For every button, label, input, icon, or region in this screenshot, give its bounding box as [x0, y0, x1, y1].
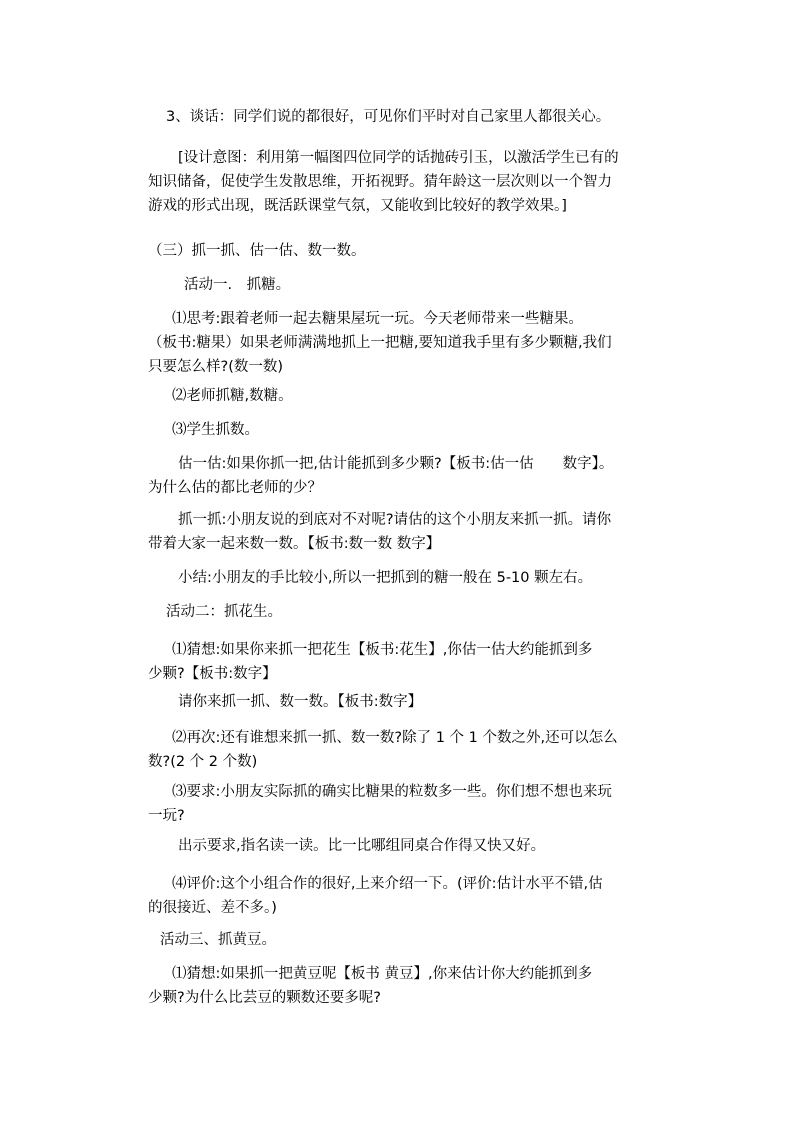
text-line: （板书:糖果）如果老师满满地抓上一把糖,要知道我手里有多少颗糖,我们: [148, 335, 612, 351]
text-line: ⑴猜想:如果你来抓一把花生【板书:花生】,你估一估大约能抓到多: [172, 642, 593, 658]
text-line: 小结:小朋友的手比较小,所以一把抓到的糖一般在 5-10 颗左右。: [178, 570, 593, 586]
text-line: 一玩?: [148, 808, 185, 824]
paragraph: [148, 638, 668, 686]
text-line: 出示要求,指名读一读。比一比哪组同桌合作得又快又好。: [178, 838, 546, 854]
text-line: 数?(2 个 2 个数): [148, 754, 258, 770]
paragraph: [148, 690, 668, 714]
text-line: 活动一. 抓糖。: [184, 277, 291, 293]
paragraph: [148, 273, 668, 297]
paragraph: [148, 105, 668, 129]
paragraph: [148, 418, 668, 442]
paragraph: [148, 928, 668, 952]
text-line: 估一估:如果你抓一把,估计能抓到多少颗?【板书:估一估 数字】。: [178, 456, 614, 472]
text-line: 带着大家一起来数一数。【板书:数一数 数字】: [148, 536, 441, 552]
text-line: 的很接近、差不多。): [148, 900, 277, 916]
text-line: 只要怎么样?(数一数): [148, 359, 284, 375]
paragraph: [148, 726, 668, 774]
text-line: 少颗?【板书:数字】: [148, 666, 277, 682]
paragraph: [148, 834, 668, 858]
text-line: ⑵老师抓糖,数糖。: [172, 388, 293, 404]
text-line: ⑴思考:跟着老师一起去糖果屋玩一玩。今天老师带来一些糖果。: [172, 311, 583, 327]
paragraph: [148, 872, 668, 920]
paragraph: [148, 146, 668, 218]
text-line: 活动二：抓花生。: [166, 604, 282, 620]
text-line: （三）抓一抓、估一估、数一数。: [148, 243, 366, 259]
paragraph: [148, 307, 668, 379]
text-line: 知识储备，促使学生发散思维，开拓视野。猜年龄这一层次则以一个智力: [148, 174, 612, 190]
text-line: 少颗?为什么比芸豆的颗数还要多呢?: [148, 990, 381, 1006]
text-line: 活动三、抓黄豆。: [160, 932, 276, 948]
paragraph: [148, 452, 668, 500]
paragraph: [148, 566, 668, 590]
text-line: ⑷评价:这个小组合作的很好,上来介绍一下。(评价:估计水平不错,估: [172, 876, 603, 892]
text-line: 游戏的形式出现，既活跃课堂气氛，又能收到比较好的教学效果。]: [148, 198, 567, 214]
paragraph: [148, 780, 668, 828]
text-line: [设计意图：利用第一幅图四位同学的话抛砖引玉，以激活学生已有的: [178, 150, 619, 166]
paragraph: [148, 239, 668, 263]
paragraph: [148, 384, 668, 408]
text-line: 抓一抓:小朋友说的到底对不对呢?请估的这个小朋友来抓一抓。请你: [178, 512, 612, 528]
text-line: ⑴猜想:如果抓一把黄豆呢【板书 黄豆】,你来估计你大约能抓到多: [172, 966, 593, 982]
text-line: 请你来抓一抓、数一数。【板书:数字】: [178, 694, 423, 710]
text-line: ⑶要求:小朋友实际抓的确实比糖果的粒数多一些。你们想不想也来玩: [172, 784, 612, 800]
text-line: 为什么估的都比老师的少？: [148, 480, 322, 496]
text-line: ⑵再次:还有谁想来抓一抓、数一数?除了 1 个 1 个数之外,还可以怎么: [172, 730, 618, 746]
text-line: ⑶学生抓数。: [172, 422, 259, 438]
paragraph: [148, 600, 668, 624]
text-line: 3、谈话：同学们说的都很好，可见你们平时对自己家里人都很关心。: [166, 109, 611, 125]
paragraph: [148, 962, 668, 1010]
paragraph: [148, 508, 668, 556]
